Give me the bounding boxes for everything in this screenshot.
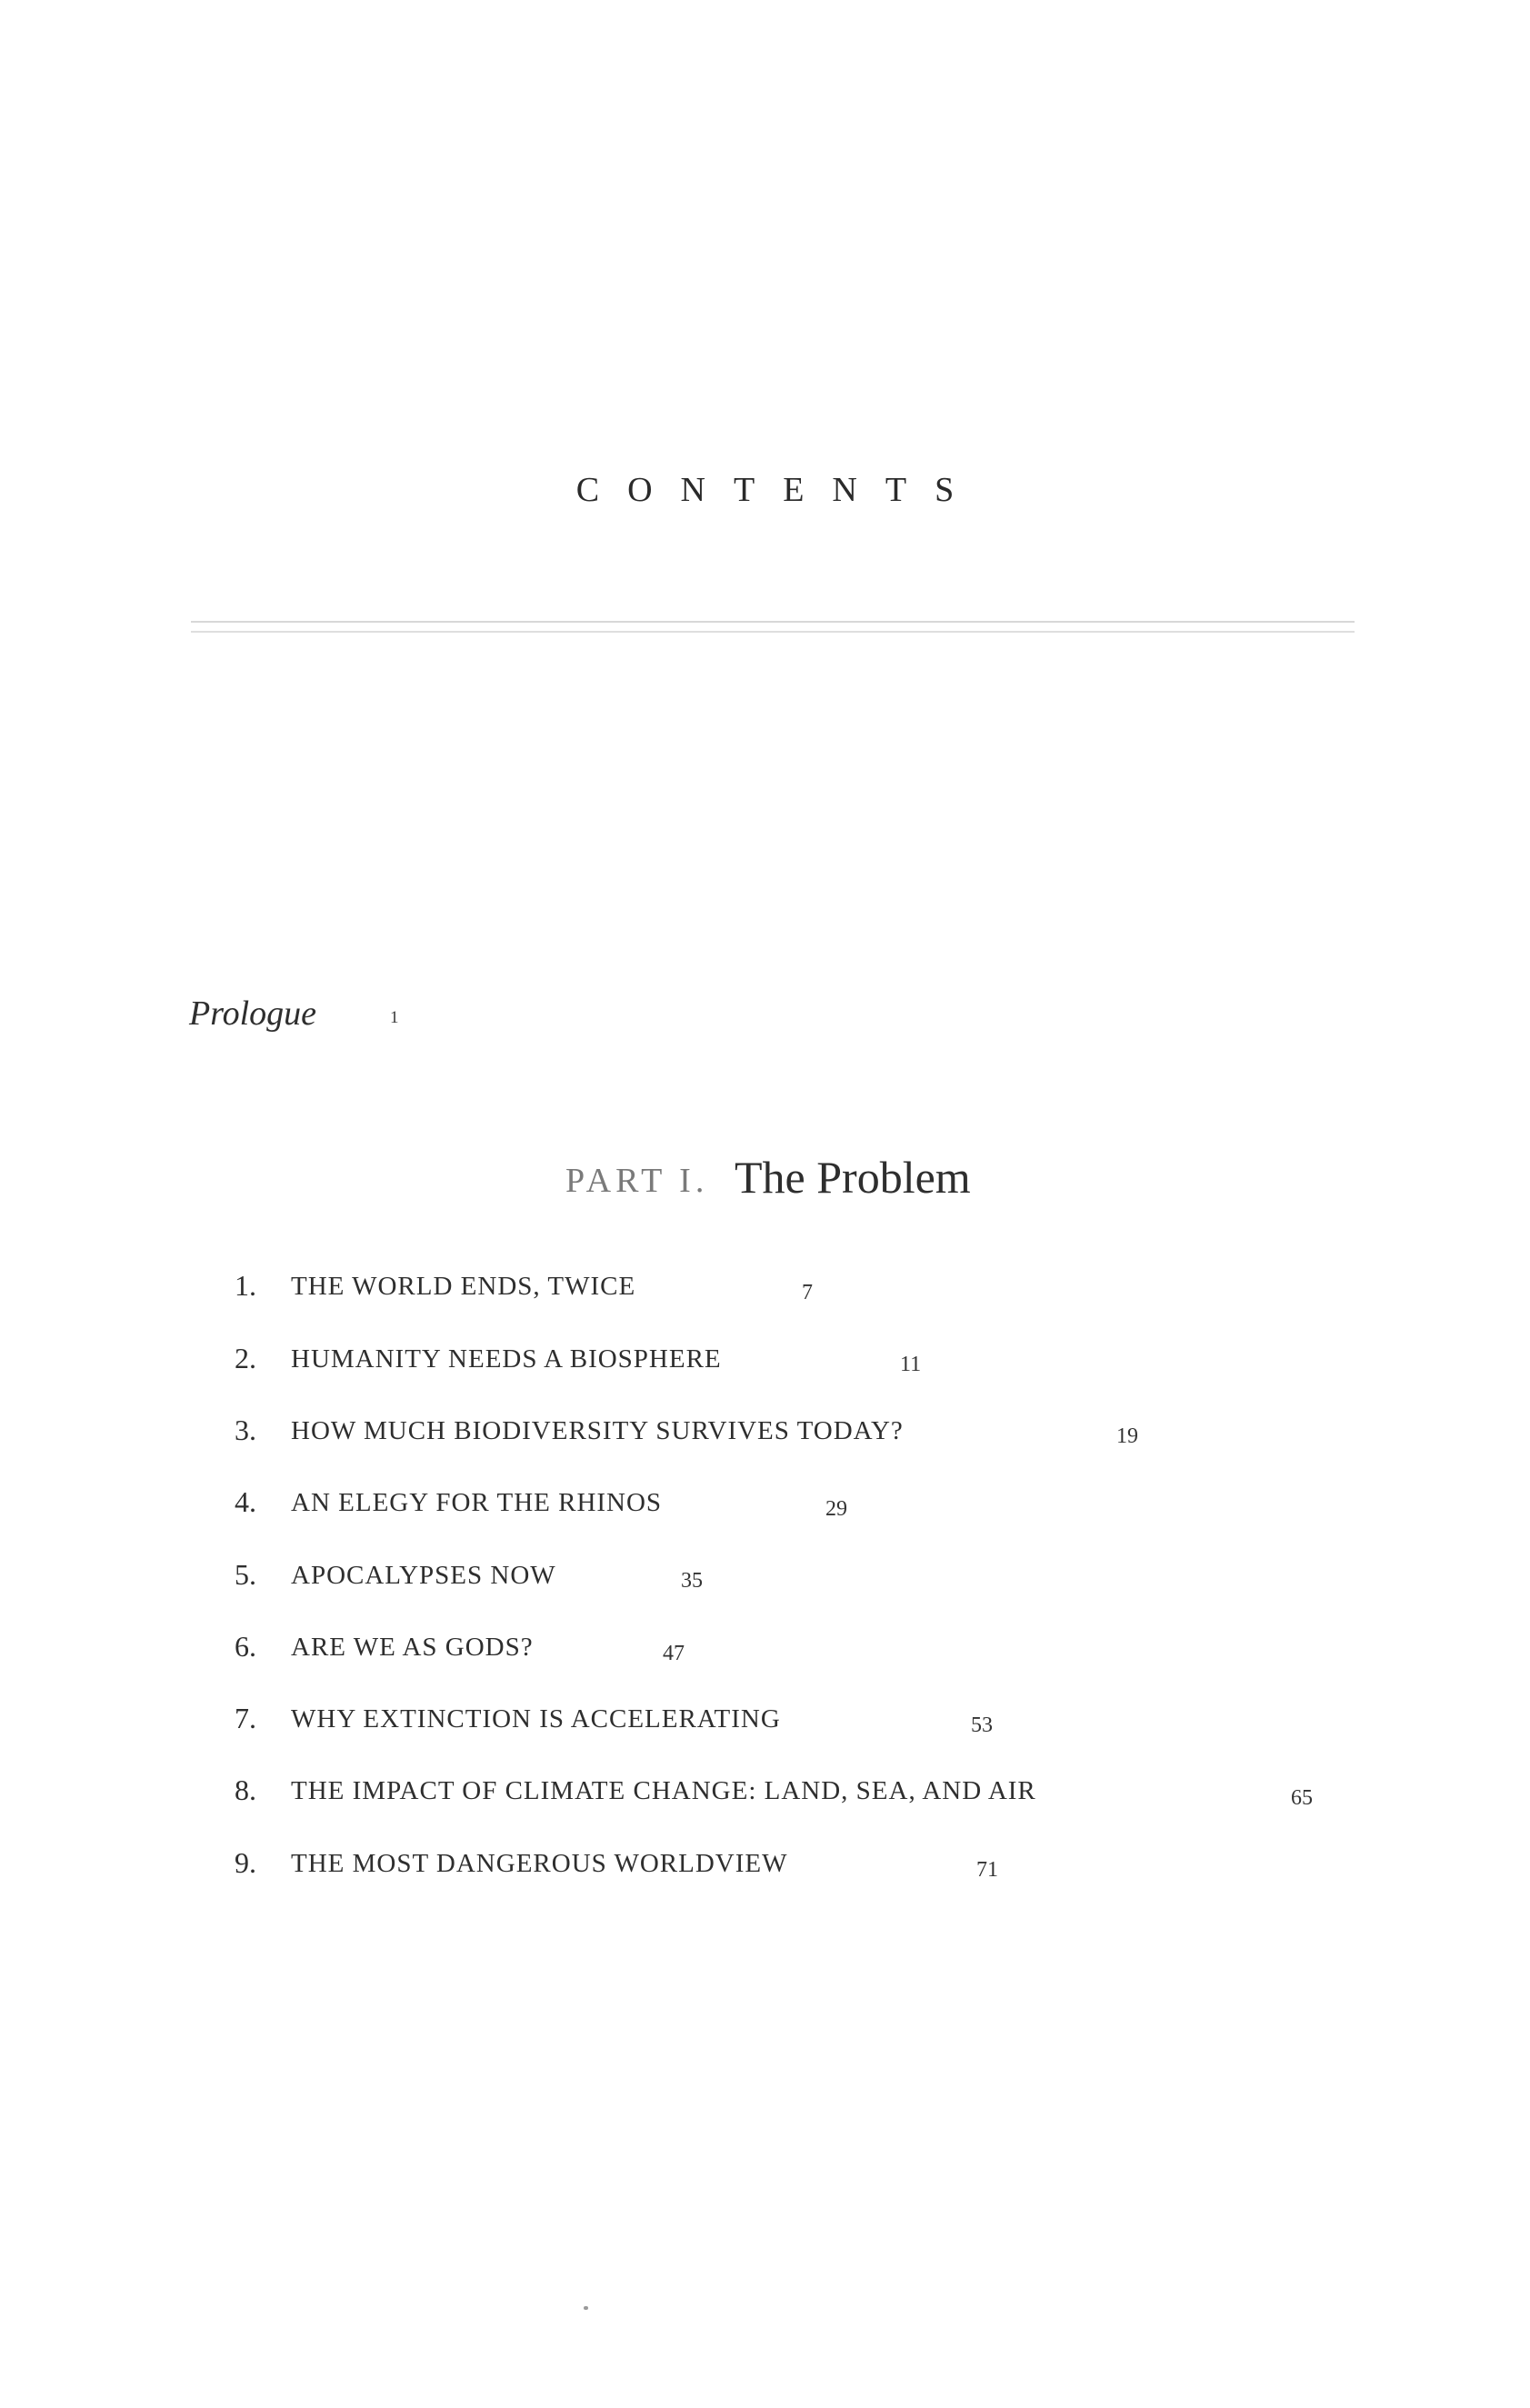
chapter-number: 5. bbox=[235, 1558, 256, 1591]
chapter-number: 4. bbox=[235, 1485, 256, 1518]
chapter-page: 19 bbox=[1116, 1424, 1138, 1448]
chapter-title: ARE WE AS GODS? bbox=[291, 1633, 534, 1662]
chapter-title: THE MOST DANGEROUS WORLDVIEW bbox=[291, 1849, 788, 1878]
chapter-title: APOCALYPSES NOW bbox=[291, 1561, 556, 1590]
chapter-page: 7 bbox=[802, 1281, 813, 1304]
chapter-title: AN ELEGY FOR THE RHINOS bbox=[291, 1488, 663, 1517]
chapter-page: 29 bbox=[825, 1497, 847, 1521]
chapter-number: 9. bbox=[235, 1846, 256, 1879]
chapter-title: HUMANITY NEEDS A BIOSPHERE bbox=[291, 1344, 722, 1374]
chapter-number: 7. bbox=[235, 1702, 256, 1734]
chapter-number: 3. bbox=[235, 1414, 256, 1446]
chapter-title: WHY EXTINCTION IS ACCELERATING bbox=[291, 1704, 781, 1734]
chapter-page: 53 bbox=[971, 1714, 993, 1737]
heading-rule-divider bbox=[191, 621, 1355, 633]
part-label: PART I. bbox=[565, 1162, 709, 1200]
chapter-title: THE WORLD ENDS, TWICE bbox=[291, 1272, 636, 1301]
chapter-title: HOW MUCH BIODIVERSITY SURVIVES TODAY? bbox=[291, 1416, 904, 1445]
page-heading: CONTENTS bbox=[575, 471, 983, 509]
part-title: The Problem bbox=[735, 1152, 971, 1203]
chapter-page: 71 bbox=[976, 1858, 998, 1882]
chapter-page: 47 bbox=[663, 1642, 685, 1665]
chapter-page: 65 bbox=[1291, 1786, 1313, 1810]
chapter-number: 6. bbox=[235, 1630, 256, 1663]
chapter-number: 1. bbox=[235, 1269, 256, 1302]
toc-prologue-title: Prologue bbox=[189, 994, 317, 1033]
toc-prologue-page: 1 bbox=[390, 1008, 399, 1027]
chapter-page: 35 bbox=[681, 1569, 703, 1593]
chapter-number: 8. bbox=[235, 1774, 256, 1806]
scan-speck bbox=[584, 2306, 588, 2310]
chapter-page: 11 bbox=[900, 1353, 922, 1376]
chapter-title: THE IMPACT OF CLIMATE CHANGE: LAND, SEA, AND AIR bbox=[291, 1776, 1036, 1805]
chapter-number: 2. bbox=[235, 1342, 256, 1374]
